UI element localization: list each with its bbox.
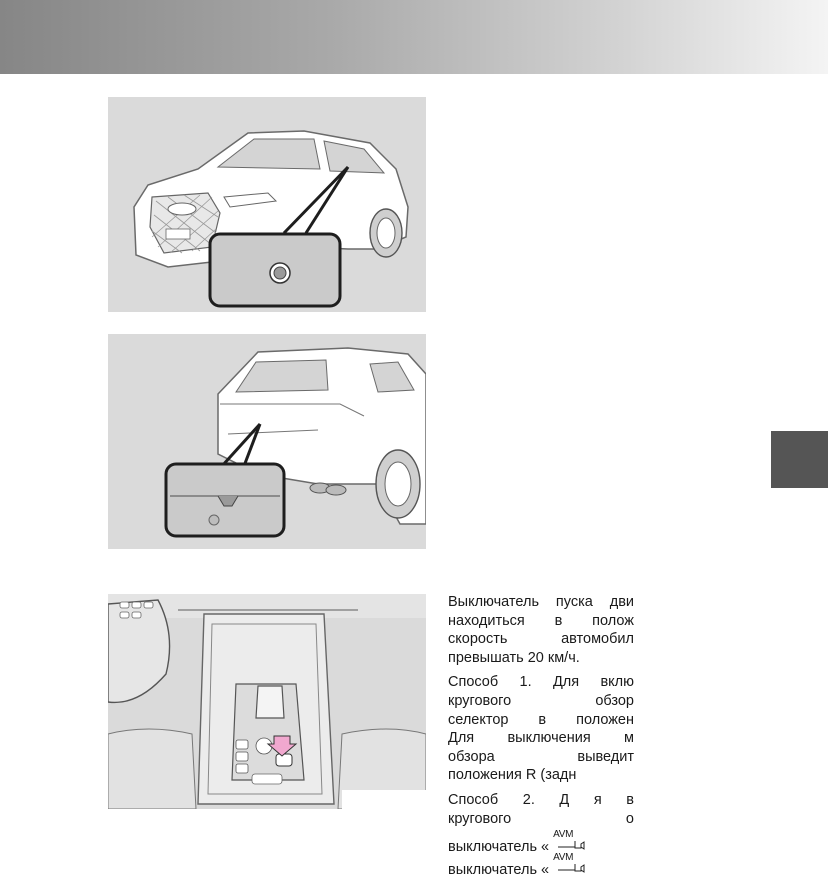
paragraph-3 xyxy=(448,791,634,879)
text-line: скорость автомобил xyxy=(448,631,634,648)
text-line: Способ 1. Для вклю xyxy=(448,674,634,691)
avm-icon-label: AVM xyxy=(553,829,574,841)
text-line: Способ 2. Д я в xyxy=(448,791,634,808)
text-line-prefix: выключатель « xyxy=(448,839,550,856)
text-line: превышать 20 км/ч. xyxy=(448,649,580,666)
text-line-avm xyxy=(448,851,634,880)
front-camera-illustration xyxy=(108,97,426,312)
text-line: обзора выведит xyxy=(448,748,634,765)
header-band xyxy=(0,0,828,74)
paragraph-2 xyxy=(448,673,634,785)
text-line: находиться в полож xyxy=(448,612,634,629)
avm-camera-icon xyxy=(553,851,587,877)
text-line: положения R (задн xyxy=(448,767,577,784)
rear-camera-illustration xyxy=(108,334,426,549)
text-line-prefix: выключатель « xyxy=(448,861,550,878)
text-line: кругового обзор xyxy=(448,692,634,709)
center-console-illustration xyxy=(108,594,426,809)
text-line: Для выключения м xyxy=(448,730,634,747)
text-line: селектор в положен xyxy=(448,711,634,728)
instruction-text xyxy=(448,593,634,885)
paragraph-1 xyxy=(448,593,634,667)
text-line: кругового о xyxy=(448,810,634,827)
avm-icon-label: AVM xyxy=(553,851,574,863)
section-tab xyxy=(771,431,828,488)
text-line-avm xyxy=(448,829,634,857)
text-line: Выключатель пуска дви xyxy=(448,594,634,610)
